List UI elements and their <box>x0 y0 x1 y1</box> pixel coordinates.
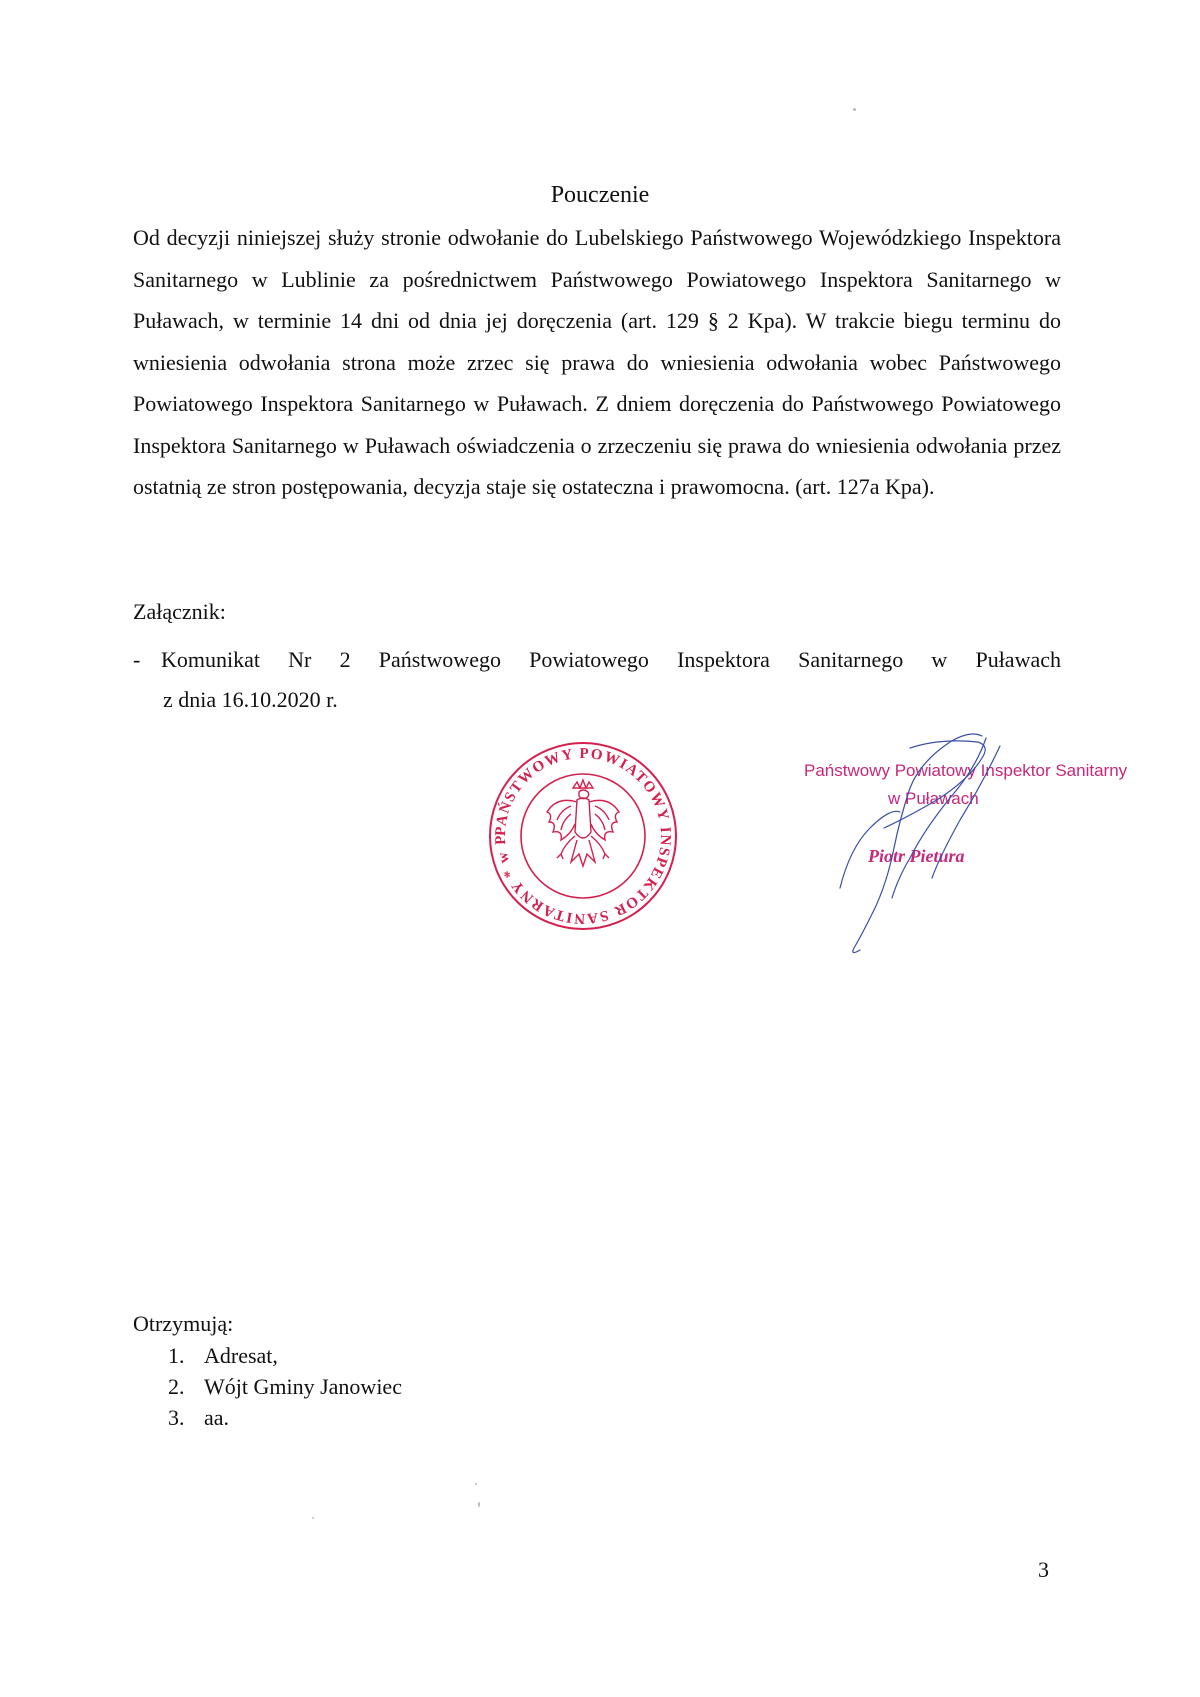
attachment-dash: - <box>133 647 141 672</box>
attachment-line-1: Komunikat Nr 2 Państwowego Powiatowego Inspektora Sanitarnego w Puławach <box>161 647 1061 672</box>
list-item <box>168 1371 402 1402</box>
instruction-paragraph: Od decyzji niniejszej służy stronie odwołanie do Lubelskiego Państwowego Wojewódzkiego Inspektora Sanitarnego w Lublinie za pośrednictwem Państwowego Powiatowego Inspektora Sanitarnego w Puławach, w terminie 14 dni od dnia jej doręczenia (art. 129 § 2 Kpa). W trakcie biegu terminu do wniesienia odwołania strona może zrzec się prawa do wniesienia odwołania wobec Państwowego Powiatowego Inspektora Sanitarnego w Puławach. Z dniem doręczenia do Państwowego Powiatowego Inspektora Sanitarnego w Puławach oświadczenia o zrzeczeniu się prawa do wniesienia odwołania przez ostatnią ze stron postępowania, decyzja staje się ostateczna i prawomocna. (art. 127a Kpa). <box>133 225 1061 499</box>
recipients-label: Otrzymują: <box>133 1311 234 1336</box>
stamp-text: PAŃSTWOWY POWIATOWY INSPEKTOR SANITARNY * w P <box>492 745 674 927</box>
recipient-number: 3. <box>168 1405 185 1430</box>
list-item <box>168 1402 402 1433</box>
scan-speck <box>478 1502 480 1507</box>
recipient-name: aa. <box>204 1405 230 1430</box>
signature-block <box>800 728 1128 958</box>
recipients-list <box>168 1340 402 1433</box>
recipient-number: 1. <box>168 1343 185 1368</box>
signature-stamp-line-1: Państwowy Powiatowy Inspektor Sanitarny <box>804 761 1128 780</box>
list-item <box>168 1340 402 1371</box>
signature-stamp-line-2: w Puławach <box>888 789 979 808</box>
recipient-number: 2. <box>168 1374 185 1399</box>
recipient-name: Wójt Gminy Janowiec <box>204 1374 402 1399</box>
signature-icon <box>800 728 1128 958</box>
scan-speck <box>475 1483 477 1485</box>
document-title: Pouczenie <box>550 182 650 208</box>
attachment-label: Załącznik: <box>133 599 226 624</box>
attachment-line-2: z dnia 16.10.2020 r. <box>163 687 338 712</box>
page-number: 3 <box>1038 1557 1049 1582</box>
scan-speck <box>312 1517 314 1519</box>
stamp-seal-icon <box>487 740 679 932</box>
scan-speck <box>853 108 856 111</box>
signature-name: Piotr Pietura <box>868 846 965 866</box>
official-round-stamp <box>487 740 679 932</box>
recipient-name: Adresat, <box>204 1343 278 1368</box>
